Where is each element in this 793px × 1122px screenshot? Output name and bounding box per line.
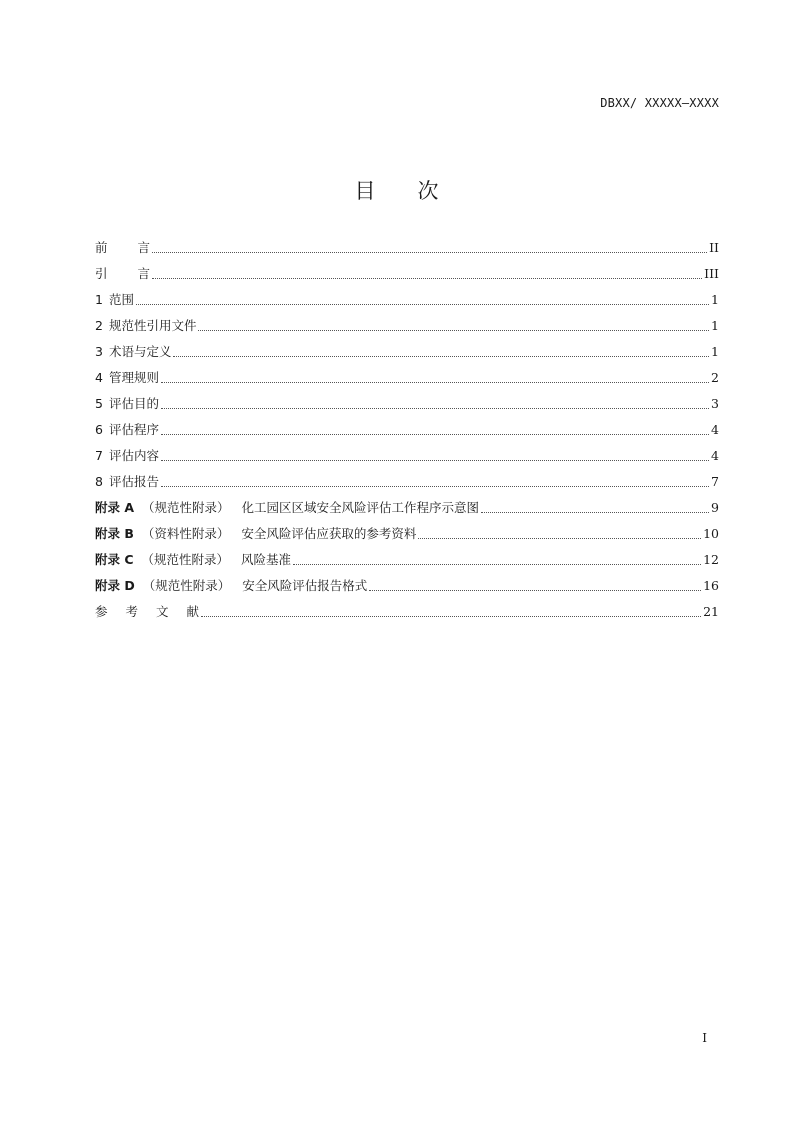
dot-leader [369, 589, 701, 591]
toc-entry-label: 化工园区区域安全风险评估工作程序示意图 [241, 500, 480, 515]
toc-entry-normative-references[interactable] [95, 316, 719, 342]
appendix-id: 附录 A [95, 500, 135, 515]
toc-entry-number: 6 [95, 422, 103, 437]
toc-entry-label: 风险基准 [241, 552, 292, 567]
toc-entry-page: 7 [711, 474, 719, 489]
toc-entry-page: 16 [703, 578, 719, 593]
toc-entry-page: II [709, 240, 719, 255]
title-char-right: 次 [417, 179, 439, 203]
dot-leader [418, 537, 701, 539]
toc-entry-assessment-report[interactable] [95, 472, 719, 498]
dot-leader [293, 563, 701, 565]
appendix-id: 附录 B [95, 526, 134, 541]
toc-entry-introduction[interactable] [95, 264, 719, 290]
toc-entry-label: 引 言 [95, 266, 151, 281]
toc-entry-number: 5 [95, 396, 103, 411]
toc-entry-page: 10 [703, 526, 719, 541]
toc-entry-label: 管理规则 [108, 370, 159, 385]
toc-entry-label: 术语与定义 [108, 344, 172, 359]
toc-entry-page: 4 [711, 422, 719, 437]
appendix-kind: （规范性附录） [141, 552, 230, 567]
toc-entry-appendix-d[interactable] [95, 576, 719, 602]
toc-entry-terms-definitions[interactable] [95, 342, 719, 368]
toc-entry-page: 4 [711, 448, 719, 463]
toc-entry-label: 规范性引用文件 [108, 318, 197, 333]
toc-entry-label: 评估报告 [108, 474, 159, 489]
toc-entry-number: 1 [95, 292, 103, 307]
toc-entry-number: 8 [95, 474, 103, 489]
toc-entry-number: 7 [95, 448, 103, 463]
appendix-kind: （规范性附录） [142, 500, 230, 515]
appendix-id: 附录 D [95, 578, 135, 593]
toc-entry-page: 2 [711, 370, 719, 385]
appendix-kind: （资料性附录） [141, 526, 230, 541]
footer-page-number: I [702, 1031, 707, 1045]
toc-entry-number: 3 [95, 344, 103, 359]
toc-entry-page: 9 [711, 500, 719, 515]
appendix-kind: （规范性附录） [142, 578, 231, 593]
toc-entry-scope[interactable] [95, 290, 719, 316]
table-of-contents [95, 238, 719, 628]
toc-entry-number: 2 [95, 318, 103, 333]
toc-entry-label: 安全风险评估报告格式 [242, 578, 368, 593]
toc-entry-label: 前 言 [95, 240, 151, 255]
toc-entry-assessment-content[interactable] [95, 446, 719, 472]
dot-leader [136, 303, 709, 305]
appendix-id: 附录 C [95, 552, 134, 567]
toc-entry-label: 评估目的 [108, 396, 159, 411]
toc-entry-label: 评估程序 [108, 422, 159, 437]
toc-entry-label: 评估内容 [108, 448, 159, 463]
document-code: DBXX/ XXXXX—XXXX [600, 96, 719, 110]
page-title [0, 175, 793, 205]
toc-entry-label: 参 考 文 献 [95, 604, 200, 619]
toc-entry-page: 21 [703, 604, 719, 619]
toc-entry-number: 4 [95, 370, 103, 385]
toc-entry-label: 范围 [108, 292, 134, 307]
toc-entry-page: 3 [711, 396, 719, 411]
dot-leader [201, 615, 701, 617]
toc-entry-management-rules[interactable] [95, 368, 719, 394]
dot-leader [161, 407, 709, 409]
toc-entry-assessment-purpose[interactable] [95, 394, 719, 420]
dot-leader [152, 277, 702, 279]
toc-entry-page: III [704, 266, 719, 281]
toc-entry-bibliography[interactable] [95, 602, 719, 628]
toc-entry-assessment-procedure[interactable] [95, 420, 719, 446]
toc-entry-label: 安全风险评估应获取的参考资料 [241, 526, 417, 541]
toc-entry-page: 12 [703, 552, 719, 567]
dot-leader [161, 381, 709, 383]
dot-leader [161, 459, 709, 461]
dot-leader [152, 251, 707, 253]
dot-leader [481, 511, 709, 513]
toc-entry-appendix-b[interactable] [95, 524, 719, 550]
dot-leader [198, 329, 709, 331]
toc-entry-appendix-c[interactable] [95, 550, 719, 576]
dot-leader [161, 433, 709, 435]
toc-entry-appendix-a[interactable] [95, 498, 719, 524]
toc-entry-page: 1 [711, 292, 719, 307]
toc-entry-page: 1 [711, 318, 719, 333]
toc-entry-page: 1 [711, 344, 719, 359]
toc-entry-foreword[interactable] [95, 238, 719, 264]
dot-leader [161, 485, 709, 487]
title-char-left: 目 [354, 179, 376, 203]
dot-leader [173, 355, 709, 357]
